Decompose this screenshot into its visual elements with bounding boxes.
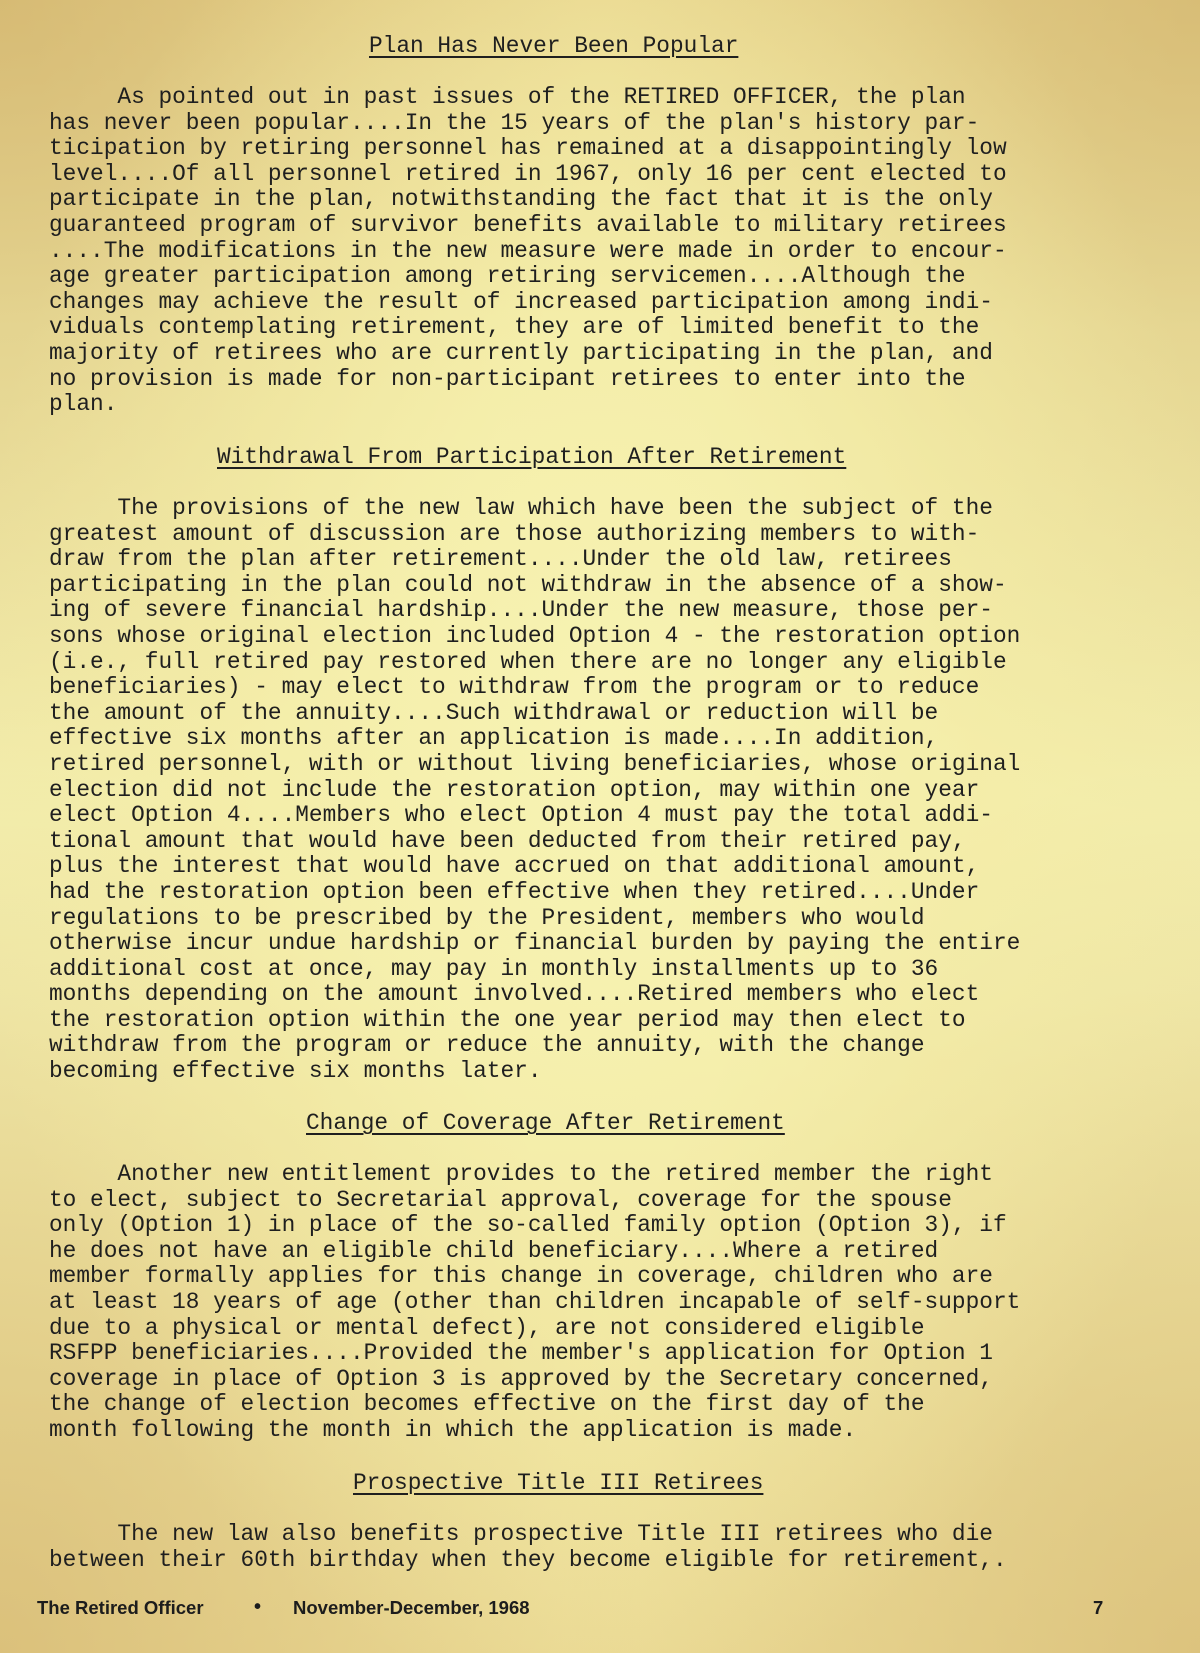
text-line: the change of election becomes effective on the first day of the (49, 1391, 925, 1418)
text-line: the restoration option within the one year period may then elect to (49, 1006, 966, 1033)
text-line: effective six months after an application is made....In addition, (49, 725, 939, 752)
text-line: member formally applies for this change in coverage, children who are (49, 1263, 993, 1290)
page-number: 7 (1093, 1597, 1104, 1618)
text-line: majority of retirees who are currently participating in the plan, and (49, 339, 993, 366)
section-heading-plan-popular: Plan Has Never Been Popular (369, 33, 739, 59)
text-line: The new law also benefits prospective Title III retirees who die (49, 1521, 993, 1547)
text-line: due to a physical or mental defect), are not considered eligible (49, 1314, 925, 1341)
paragraph-title-iii (49, 1522, 1007, 1573)
text-line: withdraw from the program or reduce the annuity, with the change (49, 1032, 925, 1059)
text-line: additional cost at once, may pay in monthly installments up to 36 (49, 955, 939, 982)
text-line: at least 18 years of age (other than children incapable of self-support (49, 1288, 1021, 1315)
text-line: draw from the plan after retirement....Under the old law, retirees (49, 546, 952, 573)
text-line: otherwise incur undue hardship or financial burden by paying the entire (49, 930, 1021, 957)
text-line: guaranteed program of survivor benefits available to military retirees (49, 211, 1007, 238)
text-line: level....Of all personnel retired in 1967, only 16 per cent elected to (49, 160, 1007, 187)
text-line: no provision is made for non-participant retirees to enter into the (49, 365, 966, 392)
text-line: the amount of the annuity....Such withdrawal or reduction will be (49, 699, 939, 726)
text-line: election did not include the restoration option, may within one year (49, 776, 980, 803)
publication-name: The Retired Officer (37, 1597, 204, 1618)
text-line: only (Option 1) in place of the so-called family option (Option 3), if (49, 1212, 1007, 1239)
text-line: retired personnel, with or without living beneficiaries, whose original (49, 750, 1021, 777)
text-line: coverage in place of Option 3 is approved by the Secretary concerned, (49, 1365, 993, 1392)
text-line: regulations to be prescribed by the President, members who would (49, 904, 925, 931)
text-line: becoming effective six months later. (49, 1058, 542, 1085)
text-line: had the restoration option been effective when they retired....Under (49, 878, 980, 905)
text-line: he does not have an eligible child beneficiary....Where a retired (49, 1237, 939, 1264)
page-footer (37, 1597, 1117, 1627)
text-line: month following the month in which the application is made. (49, 1416, 857, 1443)
text-line: viduals contemplating retirement, they are of limited benefit to the (49, 314, 980, 341)
text-line: age greater participation among retiring servicemen....Although the (49, 263, 966, 290)
issue-date: November-December, 1968 (293, 1597, 530, 1618)
text-line: ticipation by retiring personnel has remained at a disappointingly low (49, 135, 1007, 162)
text-line: ing of severe financial hardship....Under the new measure, those per- (49, 597, 993, 624)
text-line: to elect, subject to Secretarial approval, coverage for the spouse (49, 1186, 952, 1213)
text-line: Another new entitlement provides to the retired member the right (49, 1161, 993, 1187)
text-line: changes may achieve the result of increased participation among indi- (49, 288, 993, 315)
paragraph-change-coverage (49, 1162, 1020, 1444)
text-line: plan. (49, 391, 118, 418)
text-line: The provisions of the new law which have been the subject of the (49, 495, 993, 521)
text-line: RSFPP beneficiaries....Provided the member's application for Option 1 (49, 1340, 993, 1367)
footer-bullet: • (254, 1596, 262, 1618)
section-heading-withdrawal: Withdrawal From Participation After Retirement (217, 444, 847, 470)
section-heading-change-coverage: Change of Coverage After Retirement (306, 1110, 785, 1136)
text-line: (i.e., full retired pay restored when there are no longer any eligible (49, 648, 1007, 675)
text-line: tional amount that would have been deducted from their retired pay, (49, 827, 966, 854)
paragraph-plan-popular (49, 85, 1007, 418)
text-line: participating in the plan could not withdraw in the absence of a show- (49, 571, 1007, 598)
text-line: months depending on the amount involved....Retired members who elect (49, 981, 980, 1008)
text-line: between their 60th birthday when they become eligible for retirement,. (49, 1546, 1007, 1573)
text-line: beneficiaries) - may elect to withdraw from the program or to reduce (49, 674, 980, 701)
section-heading-title-iii: Prospective Title III Retirees (353, 1470, 764, 1496)
text-line: participate in the plan, notwithstanding the fact that it is the only (49, 186, 993, 213)
text-line: has never been popular....In the 15 years of the plan's history par- (49, 109, 980, 136)
text-line: ....The modifications in the new measure were made in order to encour- (49, 237, 1007, 264)
text-line: plus the interest that would have accrued on that additional amount, (49, 853, 980, 880)
text-line: elect Option 4....Members who elect Option 4 must pay the total addi- (49, 802, 993, 829)
text-line: sons whose original election included Option 4 - the restoration option (49, 622, 1021, 649)
text-line: greatest amount of discussion are those authorizing members to with- (49, 520, 980, 547)
text-line: As pointed out in past issues of the RETIRED OFFICER, the plan (49, 84, 966, 110)
paragraph-withdrawal (49, 496, 1020, 1085)
